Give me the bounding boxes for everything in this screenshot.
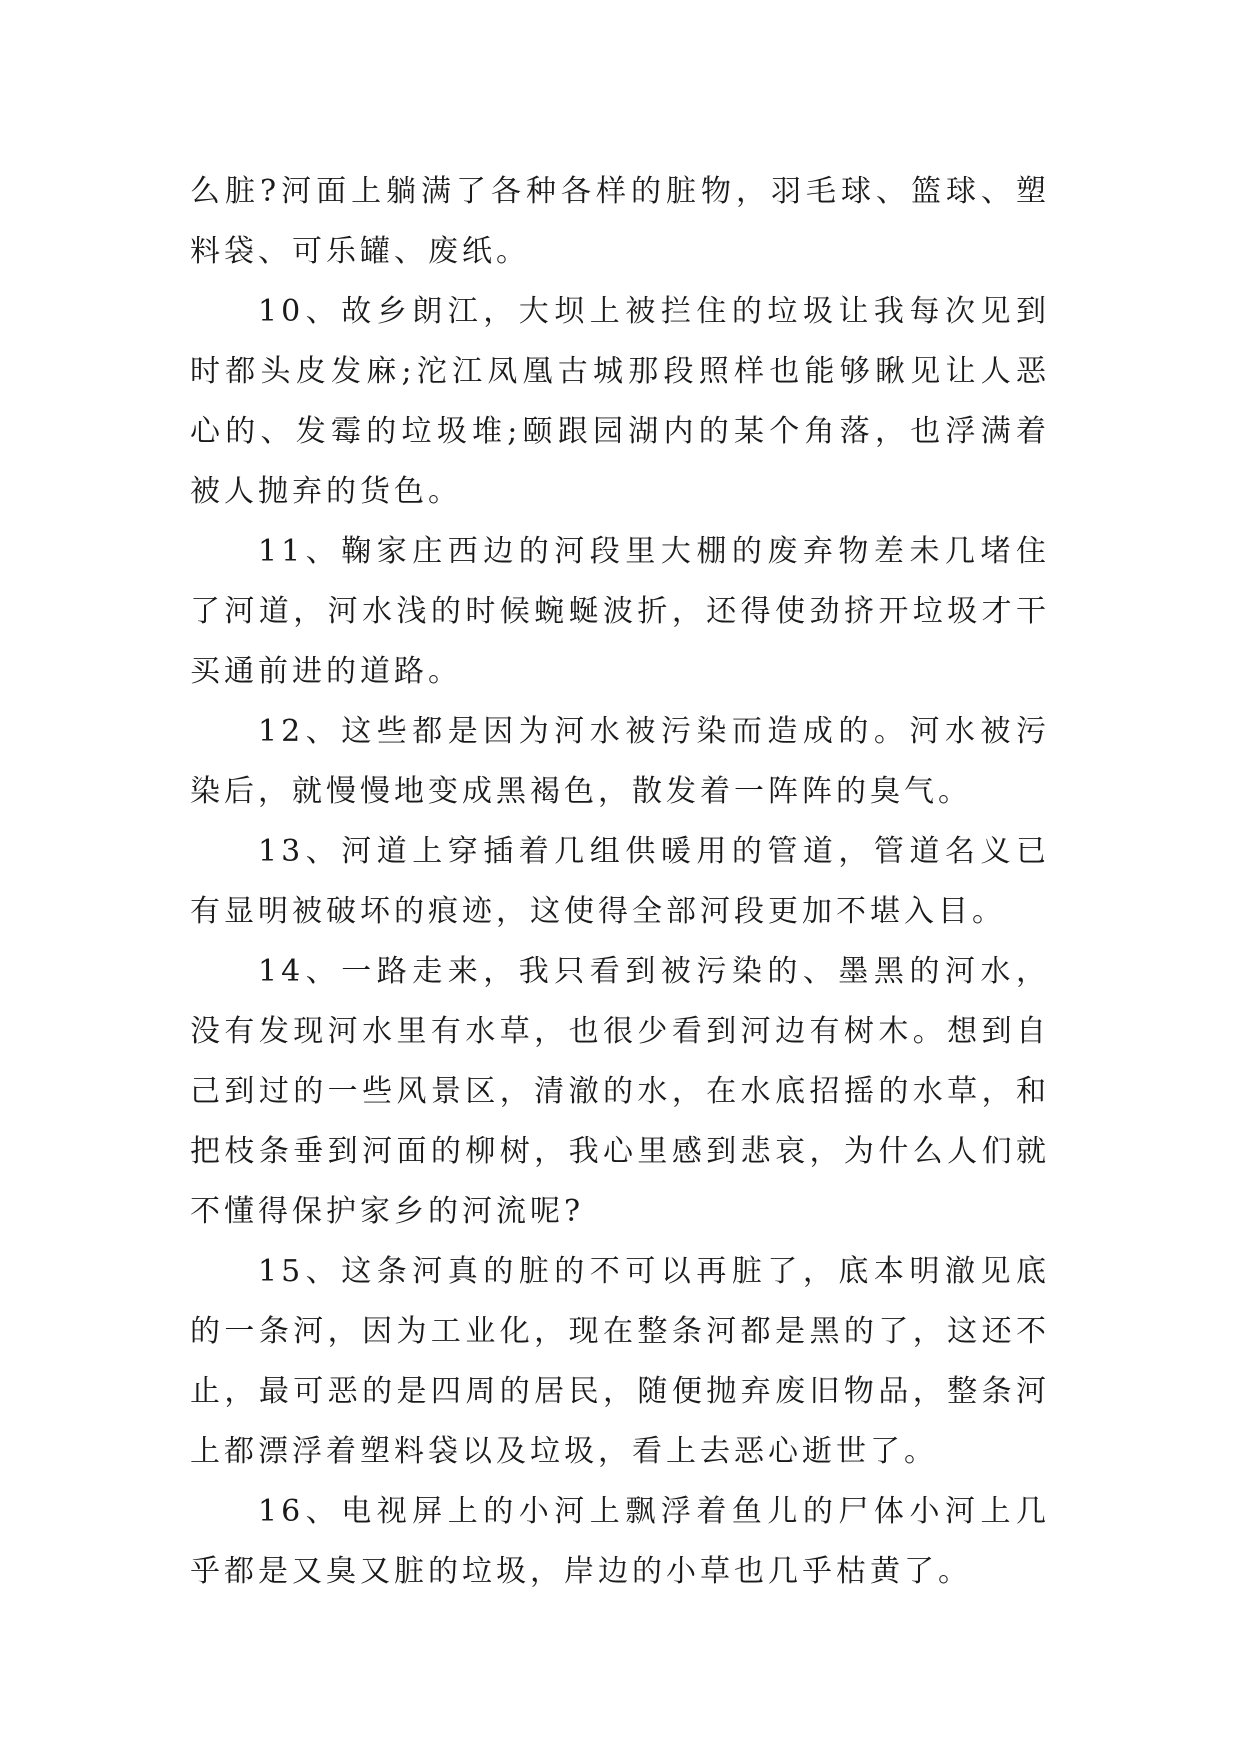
paragraph-16: 16、电视屏上的小河上飘浮着鱼儿的尸体小河上几乎都是又臭又脏的垃圾，岸边的小草也几乎枯黄了。 (190, 1494, 1050, 1589)
paragraph-12: 12、这些都是因为河水被污染而造成的。河水被污染后，就慢慢地变成黑褐色，散发着一阵阵的臭气。 (190, 714, 1050, 809)
paragraph-11: 11、鞠家庄西边的河段里大棚的废弃物差未几堵住了河道，河水浅的时候蜿蜒波折，还得使劲挤开垃圾才干买通前进的道路。 (190, 534, 1050, 689)
paragraph-14: 14、一路走来，我只看到被污染的、墨黑的河水，没有发现河水里有水草，也很少看到河边有树木。想到自己到过的一些风景区，清澈的水，在水底招摇的水草，和把枝条垂到河面的柳树，我心里感到悲哀，为什么人们就不懂得保护家乡的河流呢? (190, 954, 1050, 1229)
paragraph-15: 15、这条河真的脏的不可以再脏了，底本明澈见底的一条河，因为工业化，现在整条河都是黑的了，这还不止，最可恶的是四周的居民，随便抛弃废旧物品，整条河上都漂浮着塑料袋以及垃圾，看上去恶心逝世了。 (190, 1254, 1050, 1469)
document-body (190, 162, 1050, 1602)
paragraph-13: 13、河道上穿插着几组供暖用的管道，管道名义已有显明被破坏的痕迹，这使得全部河段更加不堪入目。 (190, 834, 1050, 929)
paragraph-continuation: 么脏?河面上躺满了各种各样的脏物，羽毛球、篮球、塑料袋、可乐罐、废纸。 (190, 174, 1050, 269)
paragraph-10: 10、故乡朗江，大坝上被拦住的垃圾让我每次见到时都头皮发麻;沱江凤凰古城那段照样也能够瞅见让人恶心的、发霉的垃圾堆;颐跟园湖内的某个角落，也浮满着被人抛弃的货色。 (190, 294, 1050, 509)
